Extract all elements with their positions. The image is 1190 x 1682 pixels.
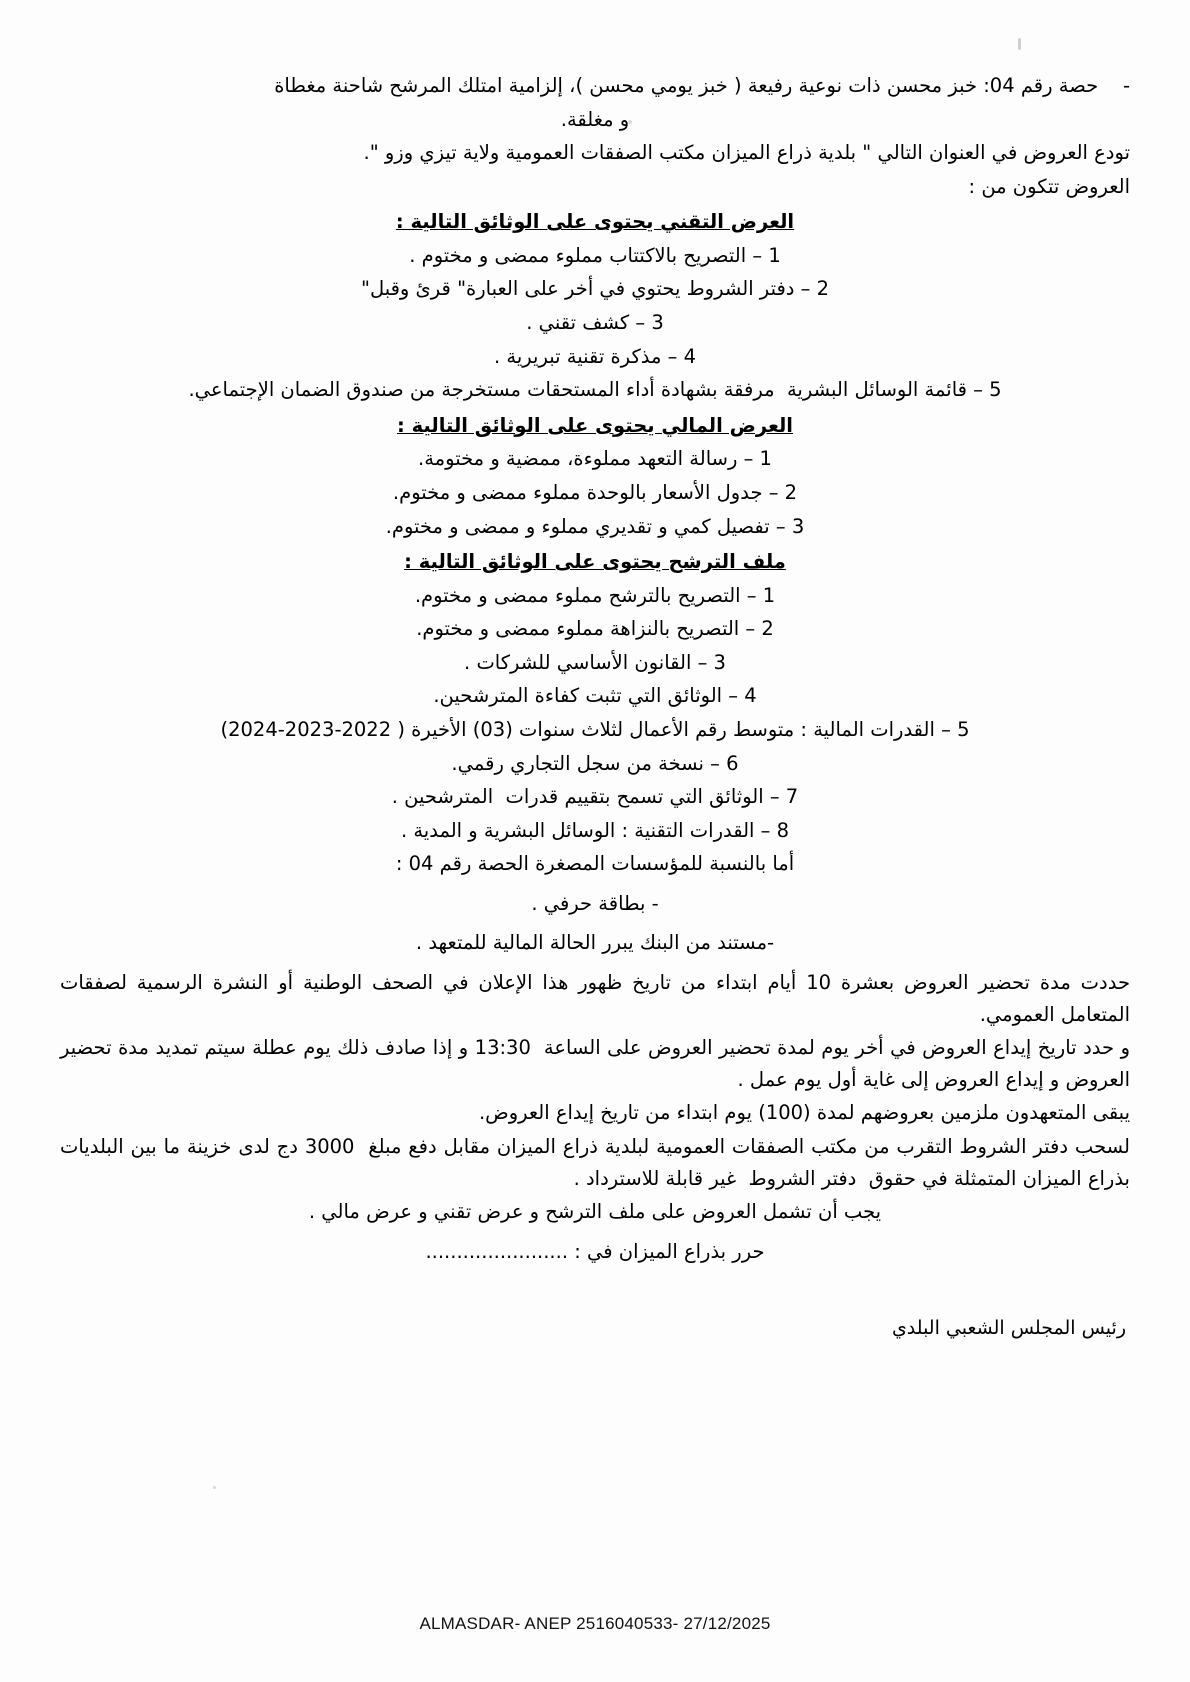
candidacy-item: 3 – القانون الأساسي للشركات .	[464, 650, 726, 674]
lot-intro: - حصة رقم 04: خبز محسن ذات نوعية رفيعة ( خبز يومي محسن )، إلزامية امتلك المرشح شاحنة مغطاة	[274, 74, 1130, 97]
technical-item: 4 – مذكرة تقنية تبريرية .	[494, 344, 696, 368]
preparation-period-paragraph: حددت مدة تحضير العروض بعشرة 10 أيام ابتداء من تاريخ ظهور هذا الإعلان في الصحف الوطنية أو النشرة الرسمية لصفقات المتعامل العمومي.	[53, 971, 1130, 1026]
submission-address: تودع العروض في العنوان التالي " بلدية ذراع الميزان مكتب الصفقات العمومية ولاية تيزي وزو ".	[363, 141, 1130, 165]
technical-item: 3 – كشف تقني .	[526, 311, 664, 335]
financial-item: 1 – رسالة التعهد مملوءة، ممضية و مختومة.	[418, 447, 772, 471]
submission-deadline-paragraph: و حدد تاريخ إيداع العروض في أخر يوم لمدة تحضير العروض على الساعة 13:30 و إذا صادف ذلك يوم عطلة سيتم تمديد مدة تحضير العروض و إيداع العروض إلى غاية أول يوم عمل .	[53, 1036, 1130, 1091]
financial-item: 3 – تفصيل كمي و تقديري مملوء و ممضى و مختوم.	[385, 514, 805, 538]
scan-artifact	[213, 1486, 216, 1489]
validity-period-paragraph: يبقى المتعهدون ملزمين بعروضهم لمدة (100) يوم ابتداء من تاريخ إيداع العروض.	[478, 1101, 1130, 1125]
candidacy-file-heading: ملف الترشح يحتوى على الوثائق التالية :	[404, 550, 786, 574]
micro-enterprises-item: - بطاقة حرفي .	[531, 891, 659, 915]
closing-line: حرر بذراع الميزان في : .......................	[425, 1239, 765, 1263]
technical-item: 1 – التصريح بالاكتتاب مملوء ممضى و مختوم .	[409, 243, 781, 267]
document-body	[53, 70, 1130, 1363]
candidacy-item: 4 – الوثائق التي تثبت كفاءة المترشحين.	[433, 684, 757, 708]
candidacy-item: 6 – نسخة من سجل التجاري رقمي.	[451, 751, 739, 775]
offers-composition-label: العروض تتكون من :	[968, 174, 1130, 198]
tender-documents-paragraph: لسحب دفتر الشروط التقرب من مكتب الصفقات العمومية لبلدية ذراع الميزان مقابل دفع مبلغ 3000 دج لدى خزينة ما بين البلديات بذراع الميزان المتمثلة في حقوق دفتر الشروط غير قابلة للاسترداد .	[53, 1134, 1130, 1190]
technical-item: 2 – دفتر الشروط يحتوي في أخر على العبارة" قرئ وقبل"	[360, 277, 830, 301]
footer-reference: ALMASDAR- ANEP 2516040533- 27/12/2025	[419, 1614, 771, 1633]
candidacy-item: 8 – القدرات التقنية : الوسائل البشرية و المدية .	[400, 818, 790, 842]
signature-title: رئيس المجلس الشعبي البلدي	[891, 1317, 1126, 1340]
candidacy-item: 1 – التصريح بالترشح مملوء ممضى و مختوم.	[414, 583, 776, 607]
financial-offer-heading: العرض المالي يحتوى على الوثائق التالية :	[397, 413, 793, 437]
candidacy-item: 2 – التصريح بالنزاهة مملوء ممضى و مختوم.	[416, 617, 774, 641]
offer-contents-paragraph: يجب أن تشمل العروض على ملف الترشح و عرض تقني و عرض مالي .	[308, 1200, 882, 1224]
scan-artifact	[1018, 38, 1021, 50]
lot-intro-continuation: و مغلقة.	[560, 107, 630, 131]
technical-offer-heading: العرض التقني يحتوى على الوثائق التالية :	[395, 210, 795, 234]
financial-item: 2 – جدول الأسعار بالوحدة مملوء ممضى و مختوم.	[392, 480, 798, 504]
candidacy-item: 7 – الوثائق التي تسمح بتقييم قدرات المترشحين .	[391, 785, 799, 809]
micro-enterprises-item: -مستند من البنك يبرر الحالة المالية للمتعهد .	[415, 931, 775, 955]
technical-item: 5 – قائمة الوسائل البشرية مرفقة بشهادة أداء المستحقات مستخرجة من صندوق الضمان الإجتماعي.	[188, 378, 1002, 402]
candidacy-item: 5 – القدرات المالية : متوسط رقم الأعمال لثلاث سنوات (03) الأخيرة ( 2022-2023-2024)	[220, 717, 970, 741]
micro-enterprises-intro: أما بالنسبة للمؤسسات المصغرة الحصة رقم 04 :	[395, 852, 795, 876]
